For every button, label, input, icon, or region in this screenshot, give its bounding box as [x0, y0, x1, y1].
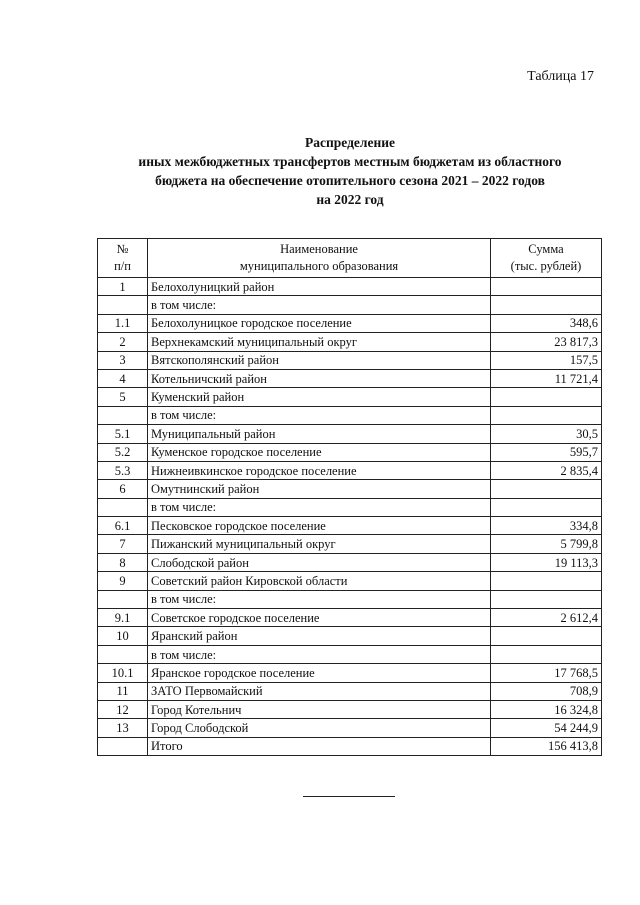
- table-row: [98, 737, 602, 755]
- row-number: [98, 590, 148, 608]
- row-number: [98, 296, 148, 314]
- table-body: [98, 278, 602, 756]
- row-name: Котельничский район: [148, 369, 491, 387]
- header-name: [148, 239, 491, 278]
- row-name: Город Слободской: [148, 719, 491, 737]
- table-row: [98, 461, 602, 479]
- row-number: 5.1: [98, 425, 148, 443]
- row-number: 1: [98, 278, 148, 296]
- row-name: в том числе:: [148, 296, 491, 314]
- table-header-row: [98, 239, 602, 278]
- row-number: 11: [98, 682, 148, 700]
- row-sum: [491, 590, 602, 608]
- header-num-line1: №: [116, 242, 129, 256]
- row-sum: [491, 645, 602, 663]
- row-sum: 2 612,4: [491, 609, 602, 627]
- row-sum: [491, 627, 602, 645]
- row-sum: 23 817,3: [491, 333, 602, 351]
- row-sum: 595,7: [491, 443, 602, 461]
- row-name: Белохолуницкий район: [148, 278, 491, 296]
- row-number: 13: [98, 719, 148, 737]
- table-row: [98, 296, 602, 314]
- row-name: Яранское городское поселение: [148, 664, 491, 682]
- row-name: Куменское городское поселение: [148, 443, 491, 461]
- title-line: бюджета на обеспечение отопительного сезона 2021 – 2022 годов: [155, 173, 545, 188]
- table-row: [98, 278, 602, 296]
- table-row: [98, 498, 602, 516]
- row-name: Белохолуницкое городское поселение: [148, 314, 491, 332]
- table-row: [98, 572, 602, 590]
- table-row: [98, 369, 602, 387]
- row-sum: 708,9: [491, 682, 602, 700]
- title-line: Распределение: [304, 135, 396, 150]
- row-number: 1.1: [98, 314, 148, 332]
- row-number: 10: [98, 627, 148, 645]
- table-row: [98, 443, 602, 461]
- table-row: [98, 645, 602, 663]
- row-name: Омутнинский район: [148, 480, 491, 498]
- table-row: [98, 517, 602, 535]
- row-sum: 2 835,4: [491, 461, 602, 479]
- row-name: в том числе:: [148, 590, 491, 608]
- table-row: [98, 388, 602, 406]
- row-name: Вятскополянский район: [148, 351, 491, 369]
- row-sum: 54 244,9: [491, 719, 602, 737]
- table-row: [98, 719, 602, 737]
- row-number: 5.2: [98, 443, 148, 461]
- row-name: ЗАТО Первомайский: [148, 682, 491, 700]
- row-name: в том числе:: [148, 406, 491, 424]
- row-sum: 11 721,4: [491, 369, 602, 387]
- row-name: Верхнекамский муниципальный округ: [148, 333, 491, 351]
- table-number: Таблица 17: [527, 69, 594, 84]
- table-row: [98, 627, 602, 645]
- row-sum: [491, 278, 602, 296]
- table-row: [98, 700, 602, 718]
- row-number: [98, 737, 148, 755]
- table-row: [98, 535, 602, 553]
- row-number: 8: [98, 553, 148, 571]
- row-name: Яранский район: [148, 627, 491, 645]
- row-number: [98, 645, 148, 663]
- row-name: в том числе:: [148, 498, 491, 516]
- row-sum: 5 799,8: [491, 535, 602, 553]
- row-number: 9: [98, 572, 148, 590]
- title-line: на 2022 год: [316, 192, 384, 207]
- row-sum: [491, 498, 602, 516]
- row-name: Нижнеивкинское городское поселение: [148, 461, 491, 479]
- table-row: [98, 664, 602, 682]
- row-number: 7: [98, 535, 148, 553]
- row-name: Советское городское поселение: [148, 609, 491, 627]
- row-name: Песковское городское поселение: [148, 517, 491, 535]
- table-row: [98, 590, 602, 608]
- row-number: 10.1: [98, 664, 148, 682]
- table-row: [98, 351, 602, 369]
- row-number: 6: [98, 480, 148, 498]
- table-row: [98, 480, 602, 498]
- row-number: 3: [98, 351, 148, 369]
- row-sum: 30,5: [491, 425, 602, 443]
- table-row: [98, 406, 602, 424]
- row-name: в том числе:: [148, 645, 491, 663]
- table-row: [98, 425, 602, 443]
- row-number: 4: [98, 369, 148, 387]
- header-sum-line2: (тыс. рублей): [510, 259, 582, 273]
- header-name-line2: муниципального образования: [239, 259, 399, 273]
- row-sum: 348,6: [491, 314, 602, 332]
- row-sum: 19 113,3: [491, 553, 602, 571]
- title-line: иных межбюджетных трансфертов местным бюджетам из областного: [138, 154, 562, 169]
- header-sum: [491, 239, 602, 278]
- row-number: 12: [98, 700, 148, 718]
- document-title: [60, 133, 640, 209]
- row-sum: 17 768,5: [491, 664, 602, 682]
- row-number: 5.3: [98, 461, 148, 479]
- row-name: Итого: [148, 737, 491, 755]
- header-num: [98, 239, 148, 278]
- row-name: Куменский район: [148, 388, 491, 406]
- row-sum: [491, 480, 602, 498]
- table-row: [98, 553, 602, 571]
- bottom-rule: [303, 796, 395, 797]
- row-number: 2: [98, 333, 148, 351]
- row-sum: [491, 296, 602, 314]
- row-name: Пижанский муниципальный округ: [148, 535, 491, 553]
- row-name: Город Котельнич: [148, 700, 491, 718]
- row-name: Советский район Кировской области: [148, 572, 491, 590]
- row-number: [98, 498, 148, 516]
- header-num-line2: п/п: [114, 259, 131, 273]
- row-sum: [491, 388, 602, 406]
- row-name: Слободской район: [148, 553, 491, 571]
- row-sum: 334,8: [491, 517, 602, 535]
- row-sum: [491, 572, 602, 590]
- row-name: Муниципальный район: [148, 425, 491, 443]
- row-number: 6.1: [98, 517, 148, 535]
- transfers-table: [97, 238, 602, 756]
- header-name-line1: Наименование: [280, 242, 358, 256]
- row-number: [98, 406, 148, 424]
- row-sum: [491, 406, 602, 424]
- row-sum: 156 413,8: [491, 737, 602, 755]
- header-sum-line1: Сумма: [528, 242, 564, 256]
- row-number: 9.1: [98, 609, 148, 627]
- row-number: 5: [98, 388, 148, 406]
- table-row: [98, 333, 602, 351]
- row-sum: 157,5: [491, 351, 602, 369]
- table-row: [98, 682, 602, 700]
- row-sum: 16 324,8: [491, 700, 602, 718]
- table-row: [98, 314, 602, 332]
- table-row: [98, 609, 602, 627]
